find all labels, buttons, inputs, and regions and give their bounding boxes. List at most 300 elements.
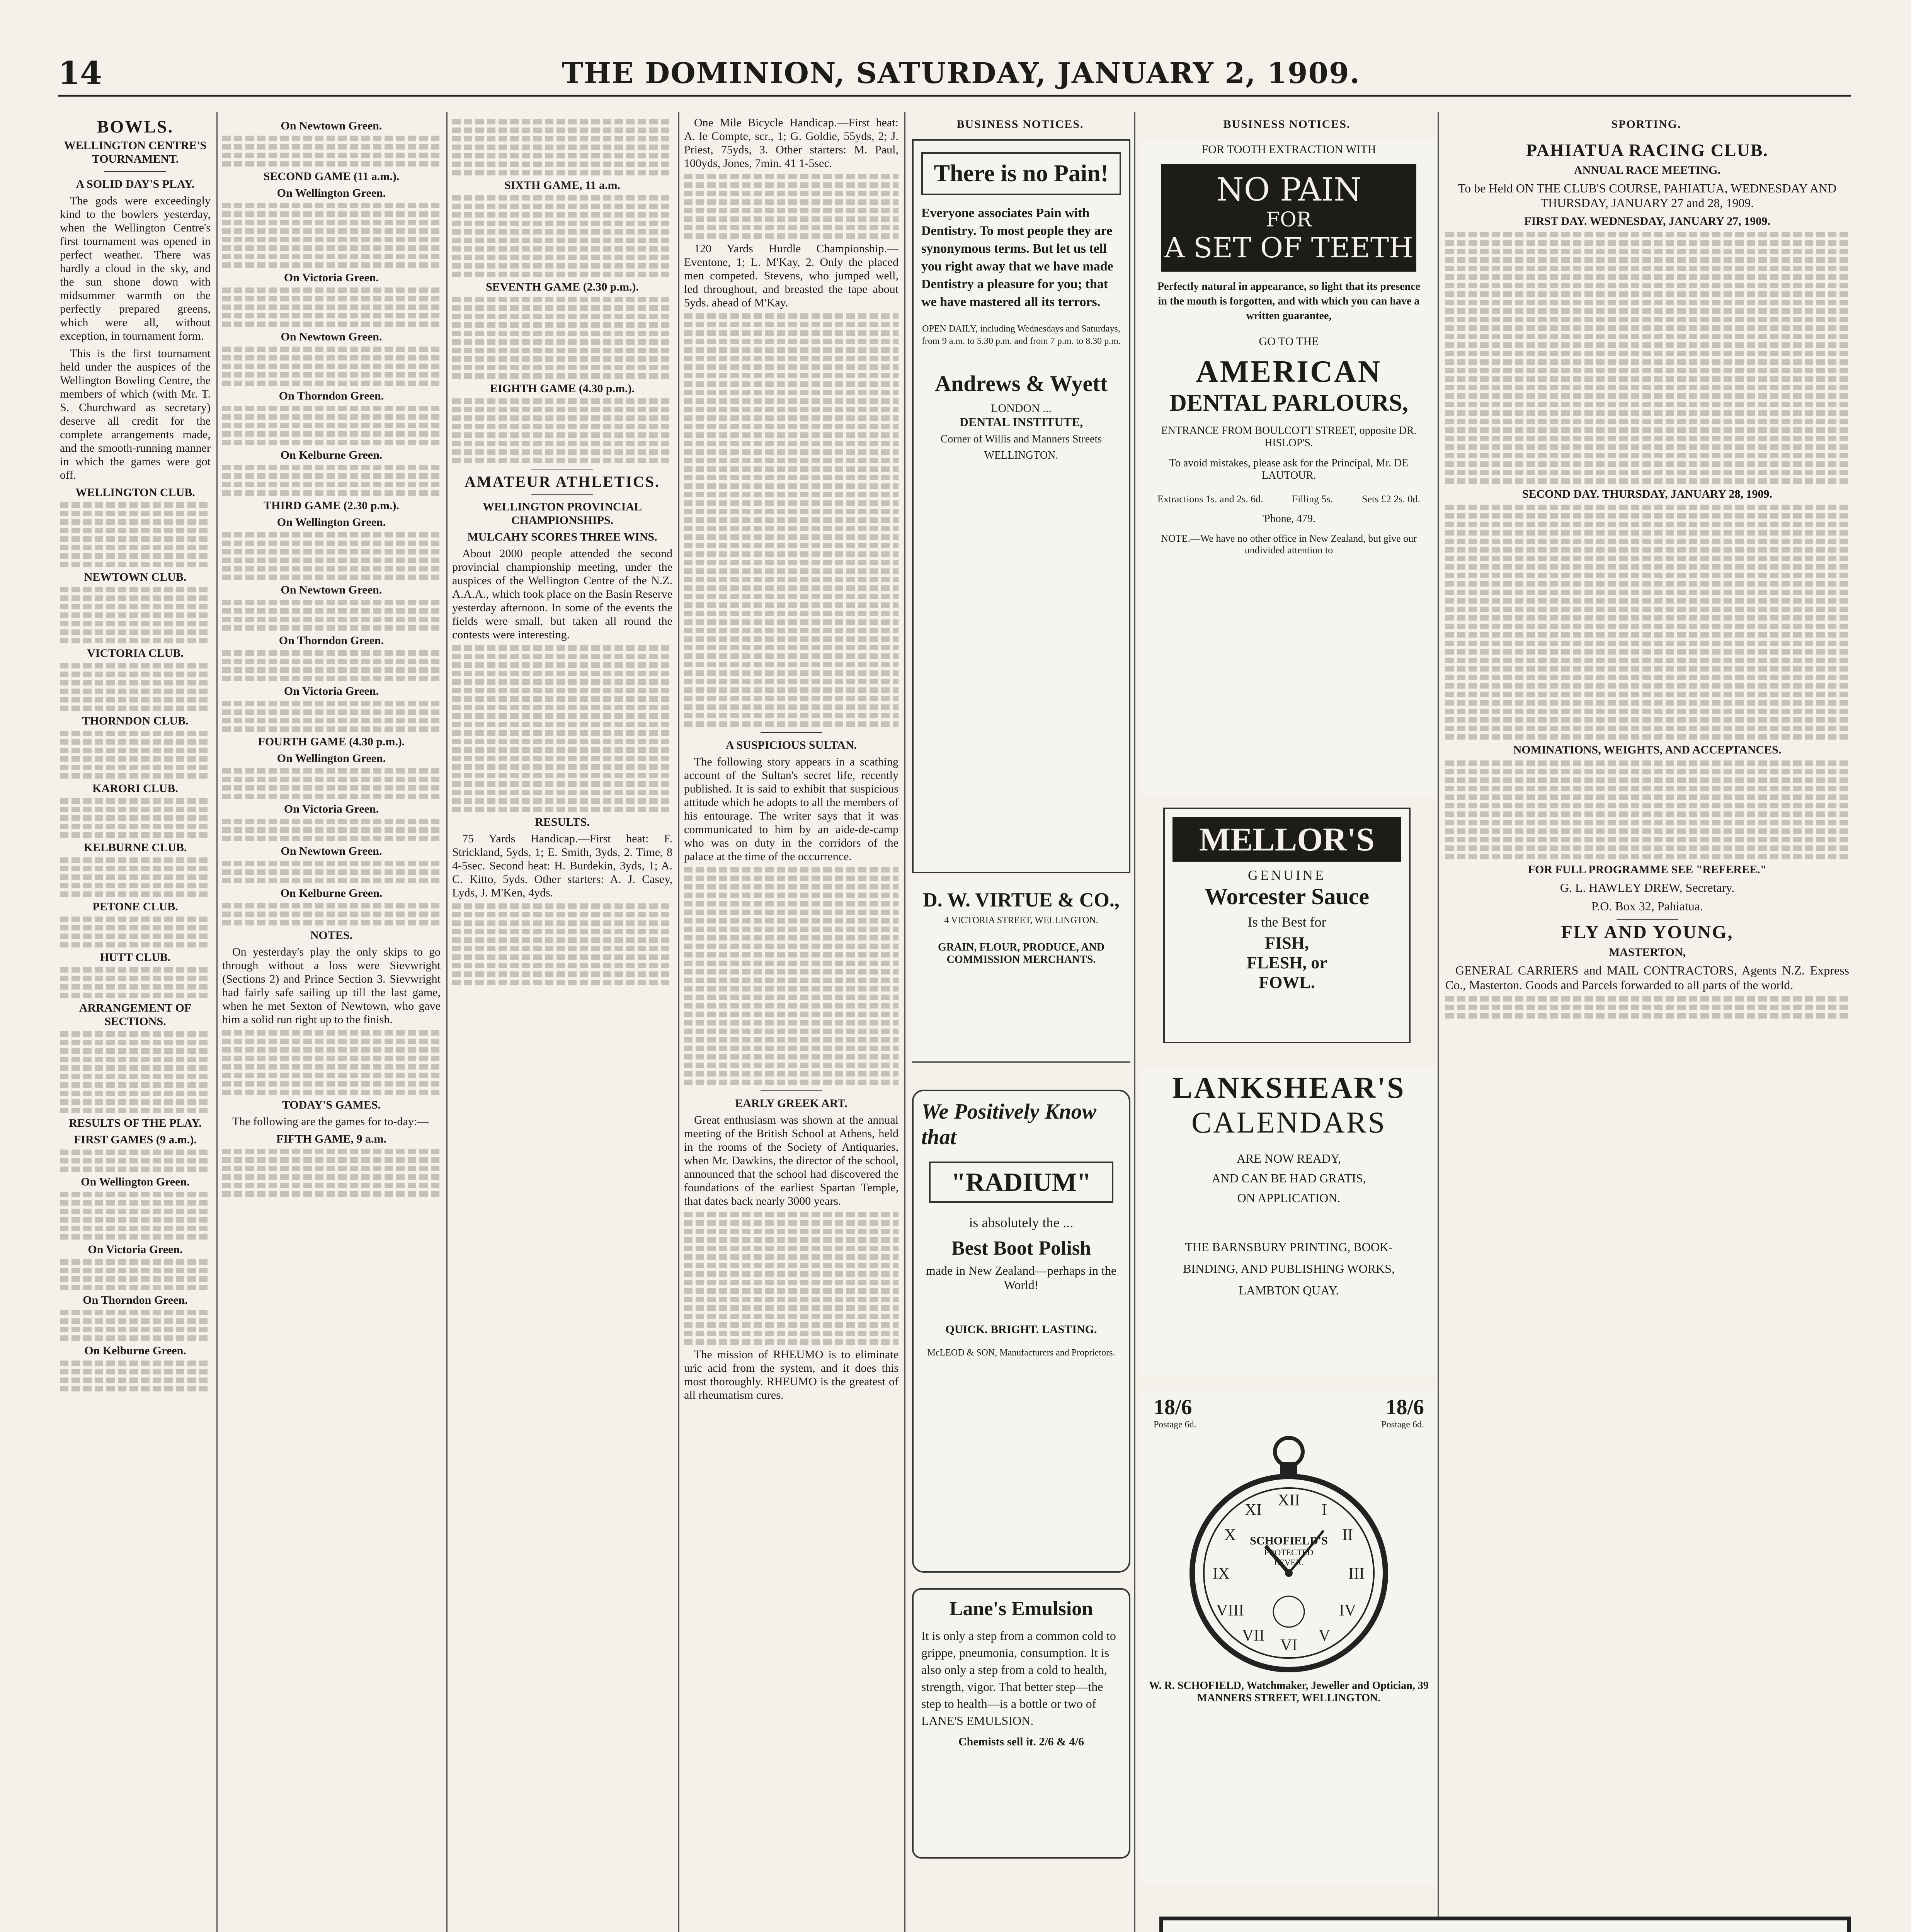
text-lines [684, 1054, 898, 1060]
text-lines [60, 765, 211, 770]
text-lines [1445, 300, 1849, 305]
ad-line: THE BARNSBURY PRINTING, BOOK-BINDING, AND PUBLISHING WORKS, LAMBTON QUAY. [1183, 1240, 1395, 1297]
text-lines [60, 612, 211, 618]
text-lines [222, 161, 441, 167]
section-title: RESULTS OF THE PLAY. [69, 1117, 202, 1129]
signature: G. L. HAWLEY DREW, Secretary. [1560, 881, 1735, 895]
text-lines [222, 144, 441, 150]
text-lines [452, 297, 672, 302]
text-lines [452, 722, 672, 727]
text-lines [684, 876, 898, 881]
section-label: SPORTING. [1611, 118, 1681, 131]
green-heading: On Kelburne Green. [280, 887, 383, 900]
text-lines [1445, 675, 1849, 680]
text-lines [452, 946, 672, 951]
text-lines [222, 347, 441, 352]
text-lines [452, 221, 672, 226]
text-lines [222, 768, 441, 774]
club-heading: HUTT CLUB. [100, 951, 171, 964]
price-row [1146, 1395, 1432, 1420]
text-lines [222, 625, 441, 631]
text-lines [222, 836, 441, 841]
text-lines [684, 1063, 898, 1068]
text-lines [452, 305, 672, 311]
text-lines [684, 1280, 898, 1285]
green-heading: On Newtown Green. [281, 119, 382, 132]
text-lines [684, 390, 898, 395]
article-paragraph: Great enthusiasm was shown at the annual meeting of the British School at Athens, held in the rooms of the Society of Antiquaries, when Mr. Dawkins, the director of the school, announced that the school had discovered the foundations of the earliest Spartan Temple, that dates back nearly 3000 years. [684, 1114, 898, 1208]
text-lines [684, 1254, 898, 1260]
ad-watch [1142, 1391, 1436, 1886]
text-lines [1445, 683, 1849, 689]
text-lines [60, 519, 211, 525]
text-lines [1445, 734, 1849, 740]
text-lines [222, 1090, 441, 1095]
text-lines [60, 1108, 211, 1113]
text-lines [1445, 573, 1849, 578]
column-rule [446, 112, 448, 1932]
text-lines [222, 490, 441, 496]
article-paragraph: This is the first tournament held under the auspices of the Wellington Bowling Centre, the members of which (with Mr. T. S. Churchward as secretary) deserve all credit for the complete arrangements made, and the smooth-running manner in which the games were got off. [60, 347, 211, 481]
text-lines [60, 604, 211, 609]
text-lines [1445, 811, 1849, 817]
text-lines [1445, 632, 1849, 638]
green-heading: On Victoria Green. [284, 685, 379, 697]
numeral: II [1342, 1526, 1353, 1544]
text-lines [452, 937, 672, 943]
text-lines [60, 925, 211, 930]
ad-lankshear [1142, 1066, 1436, 1376]
text-lines [452, 730, 672, 736]
text-lines [1445, 257, 1849, 263]
numeral: V [1318, 1627, 1331, 1645]
text-lines [60, 1082, 211, 1088]
column-rule [216, 112, 218, 1932]
club-heading: NEWTOWN CLUB. [84, 571, 187, 583]
text-lines [684, 721, 898, 727]
green-heading: On Newtown Green. [281, 583, 382, 596]
text-lines [452, 971, 672, 977]
text-lines [60, 1099, 211, 1105]
text-lines [1445, 820, 1849, 825]
text-lines [452, 398, 672, 404]
text-lines [222, 659, 441, 664]
text-lines [222, 1149, 441, 1154]
page-title: THE DOMINION, SATURDAY, JANUARY 2, 1909. [562, 57, 1361, 90]
ad-line: GRAIN, FLOUR, PRODUCE, AND COMMISSION MERCHANTS. [938, 941, 1104, 966]
text-lines [222, 211, 441, 217]
green-heading: On Thorndon Green. [279, 634, 384, 647]
text-lines [60, 1040, 211, 1045]
text-lines [684, 1288, 898, 1294]
text-lines [1445, 232, 1849, 237]
text-lines [452, 929, 672, 934]
text-lines [684, 867, 898, 872]
text-lines [684, 407, 898, 412]
numeral: XII [1277, 1492, 1300, 1509]
text-lines [60, 1167, 211, 1172]
text-lines [60, 1091, 211, 1096]
ad-price: Chemists sell it. 2/6 & 4/6 [958, 1735, 1084, 1748]
text-lines [1445, 760, 1849, 766]
text-lines [60, 739, 211, 745]
text-lines [60, 1335, 211, 1341]
column-rule [1438, 112, 1439, 1932]
day-heading: FIRST DAY. WEDNESDAY, JANUARY 27, 1909. [1524, 215, 1770, 228]
text-lines [684, 1246, 898, 1251]
text-lines [684, 517, 898, 523]
column-rule [1134, 112, 1135, 1932]
text-lines [684, 182, 898, 188]
text-lines [684, 645, 898, 650]
watch-sub: LEVER. [1274, 1558, 1304, 1567]
text-lines [684, 208, 898, 213]
text-lines [452, 798, 672, 804]
text-lines [60, 663, 211, 668]
text-lines [60, 528, 211, 533]
text-lines [222, 254, 441, 259]
text-lines [222, 827, 441, 833]
ad-banner [1161, 164, 1416, 272]
text-lines [222, 785, 441, 791]
text-lines [222, 296, 441, 301]
ad-line: DENTAL INSTITUTE, [959, 415, 1083, 429]
divider [104, 171, 166, 172]
text-lines [60, 891, 211, 897]
text-lines [222, 414, 441, 420]
text-lines [1445, 291, 1849, 297]
text-lines [60, 1268, 211, 1273]
section-subheading: MULCAHY SCORES THREE WINS. [467, 531, 657, 543]
text-lines [684, 969, 898, 975]
text-lines [60, 536, 211, 542]
section-heading: PAHIATUA RACING CLUB. [1526, 140, 1768, 160]
text-lines [60, 832, 211, 838]
text-lines [452, 195, 672, 201]
text-lines [60, 1065, 211, 1071]
text-lines [60, 1158, 211, 1163]
text-lines [684, 330, 898, 336]
text-lines [60, 756, 211, 762]
text-lines [1445, 1005, 1849, 1010]
text-lines [222, 1064, 441, 1070]
text-lines [1445, 777, 1849, 783]
text-lines [452, 246, 672, 252]
text-lines [452, 365, 672, 370]
ad-body: It is only a step from a common cold to grippe, pneumonia, consumption. It is also only a step from a cold to health, strength, vigor. That better step—the step to health—is a bottle or two of LANE'S EMULSION. [921, 1629, 1116, 1728]
text-lines [60, 595, 211, 601]
text-lines [60, 917, 211, 922]
column-bowls-results [222, 116, 441, 1932]
green-heading: On Wellington Green. [81, 1175, 190, 1188]
ad-line: WELLINGTON. [984, 449, 1058, 461]
text-lines [684, 1229, 898, 1234]
text-lines [222, 237, 441, 242]
text-lines [452, 272, 672, 277]
text-lines [684, 458, 898, 463]
text-lines [684, 415, 898, 421]
ad-line: AND CAN BE HAD GRATIS, [1212, 1171, 1366, 1185]
text-lines [684, 174, 898, 179]
text-lines [684, 893, 898, 898]
text-lines [452, 781, 672, 787]
text-lines [1445, 666, 1849, 672]
ad-line: made in New Zealand—perhaps in the World! [926, 1264, 1117, 1292]
text-lines [684, 1080, 898, 1085]
game-heading: SECOND GAME (11 a.m.). [263, 170, 400, 183]
green-heading: On Kelburne Green. [280, 449, 383, 461]
text-lines [452, 432, 672, 438]
text-lines [684, 901, 898, 906]
text-lines [60, 1369, 211, 1374]
text-lines [684, 534, 898, 540]
watch-price: 18/6 [1385, 1395, 1424, 1419]
ad-brand: "RADIUM" [929, 1162, 1113, 1203]
text-lines [684, 577, 898, 582]
ad-brand: MELLOR'S [1172, 817, 1401, 862]
text-lines [452, 756, 672, 761]
text-lines [60, 1192, 211, 1197]
ad-line: FLESH, or [1247, 953, 1327, 972]
text-lines [1445, 726, 1849, 731]
text-lines [684, 373, 898, 378]
text-lines [222, 1056, 441, 1061]
text-lines [1445, 334, 1849, 339]
text-lines [1445, 709, 1849, 714]
ad-brand: LANKSHEAR'S [1172, 1071, 1406, 1104]
watch-sub: PROTECTED [1264, 1548, 1314, 1557]
text-lines [452, 449, 672, 455]
text-lines [60, 883, 211, 888]
text-lines [1445, 996, 1849, 1002]
text-lines [222, 245, 441, 251]
text-lines [222, 819, 441, 824]
text-lines [1445, 342, 1849, 348]
numeral: XI [1244, 1501, 1262, 1519]
text-lines [684, 619, 898, 625]
ad-line: GO TO THE [1259, 335, 1319, 348]
ad-body: Perfectly natural in appearance, so light that its presence in the mouth is forgotten, and with which you can have a written guarantee, [1157, 281, 1420, 322]
text-lines [60, 1074, 211, 1079]
text-lines [60, 1259, 211, 1265]
text-lines [222, 304, 441, 310]
text-lines [222, 440, 441, 445]
column-rule [904, 112, 905, 1932]
postage-note: Postage 6d. [1381, 1420, 1424, 1430]
text-lines [60, 502, 211, 508]
game-heading: SEVENTH GAME (2.30 p.m.). [486, 281, 639, 293]
section-heading: AMATEUR ATHLETICS. [465, 473, 660, 490]
text-lines [222, 220, 441, 225]
text-lines [452, 348, 672, 353]
column-athletics [452, 116, 672, 1932]
text-lines [684, 432, 898, 438]
text-lines [222, 1081, 441, 1087]
ad-line: 'Phone, 479. [1262, 513, 1316, 525]
text-lines [222, 701, 441, 706]
text-lines [60, 689, 211, 694]
text-lines [60, 807, 211, 812]
ad-mellors [1163, 808, 1411, 1043]
text-lines [222, 617, 441, 622]
ad-banner-line: A SET OF TEETH [1164, 231, 1413, 264]
article-paragraph: 120 Yards Hurdle Championship.—Eventone, 1; L. M'Kay, 2. Only the placed men competed. Stevens, who jumped well, led throughout, and breasted the tape about 5yds. ahead of M'Kay. [684, 242, 898, 309]
numeral: IV [1339, 1602, 1356, 1619]
text-lines [222, 364, 441, 369]
watch-brand: SCHOFIELD'S [1250, 1534, 1328, 1547]
section-label: BUSINESS NOTICES. [956, 118, 1084, 131]
club-heading: KELBURNE CLUB. [83, 841, 187, 854]
price-item: Extractions 1s. and 2s. 6d. [1157, 493, 1263, 505]
green-heading: On Wellington Green. [277, 187, 386, 199]
text-lines [452, 356, 672, 362]
text-lines [222, 153, 441, 158]
text-lines [684, 696, 898, 701]
text-lines [452, 903, 672, 909]
text-lines [1445, 436, 1849, 441]
text-lines [684, 568, 898, 574]
text-lines [684, 364, 898, 370]
ad-radium [912, 1090, 1130, 1573]
article-paragraph: The following are the games for to-day:— [232, 1115, 429, 1128]
text-lines [60, 1200, 211, 1206]
text-lines [222, 709, 441, 715]
text-lines [60, 857, 211, 863]
price-item: Sets £2 2s. 0d. [1362, 493, 1420, 505]
article-paragraph: One Mile Bicycle Handicap.—First heat: A. le Compte, scr., 1; G. Goldie, 55yds, 2; J. Priest, 75yds, 3. Other starters: M. Paul, 100yds, Jones, 7min. 41 1-5sec. [684, 116, 898, 170]
article-paragraph: To be Held ON THE CLUB'S COURSE, PAHIATUA, WEDNESDAY AND THURSDAY, JANUARY 27 and 28, 1909. [1458, 181, 1837, 210]
text-lines [60, 874, 211, 880]
ad-dental [1142, 139, 1436, 796]
ad-brand: Lane's Emulsion [949, 1598, 1093, 1620]
text-lines [1445, 522, 1849, 527]
text-lines [1445, 368, 1849, 373]
watch-bow [1275, 1438, 1303, 1466]
text-lines [1445, 376, 1849, 382]
section-heading: EARLY GREEK ART. [735, 1097, 847, 1110]
text-lines [452, 204, 672, 209]
text-lines [452, 407, 672, 412]
text-lines [452, 128, 672, 133]
text-lines [222, 667, 441, 673]
text-lines [684, 1220, 898, 1226]
text-lines [452, 705, 672, 710]
ad-line: To avoid mistakes, please ask for the Principal, Mr. DE LAUTOUR. [1169, 457, 1409, 481]
text-lines [684, 347, 898, 353]
text-lines [684, 636, 898, 642]
text-lines [60, 1150, 211, 1155]
text-lines [1445, 769, 1849, 774]
numeral: X [1224, 1526, 1236, 1544]
ad-banner-line: NO PAIN [1216, 172, 1362, 208]
text-lines [222, 726, 441, 732]
text-lines [1445, 717, 1849, 723]
ad-no-pain [912, 139, 1130, 873]
day-heading: SECOND DAY. THURSDAY, JANUARY 28, 1909. [1522, 488, 1773, 500]
text-lines [1445, 453, 1849, 458]
text-lines [1445, 692, 1849, 697]
text-lines [452, 671, 672, 676]
text-lines [222, 1157, 441, 1163]
text-lines [684, 322, 898, 327]
text-lines [222, 287, 441, 293]
text-lines [684, 441, 898, 446]
text-lines [222, 920, 441, 925]
text-lines [222, 532, 441, 537]
text-lines [1445, 547, 1849, 553]
text-lines [452, 322, 672, 328]
text-lines [222, 1073, 441, 1078]
text-lines [684, 398, 898, 404]
green-heading: On Wellington Green. [277, 516, 386, 529]
numeral: VI [1280, 1636, 1298, 1654]
text-lines [60, 621, 211, 626]
section-subheading: FOR FULL PROGRAMME SEE "REFEREE." [1528, 863, 1767, 876]
text-lines [452, 263, 672, 269]
text-lines [684, 1071, 898, 1077]
text-lines [1445, 402, 1849, 407]
ad-line: LONDON ... [991, 402, 1052, 415]
text-lines [222, 541, 441, 546]
text-lines [452, 764, 672, 770]
ad-title: There is no Pain! [921, 152, 1121, 195]
masthead [58, 52, 1851, 97]
ad-line: Is the Best for [1247, 914, 1326, 930]
club-heading: THORNDON CLUB. [82, 714, 189, 727]
text-lines [1445, 786, 1849, 791]
text-lines [60, 773, 211, 779]
text-lines [1445, 249, 1849, 254]
text-lines [222, 566, 441, 571]
text-lines [1445, 385, 1849, 390]
text-lines [60, 866, 211, 871]
text-lines [1445, 444, 1849, 450]
text-lines [1445, 351, 1849, 356]
text-lines [1445, 845, 1849, 851]
text-lines [222, 878, 441, 883]
text-lines [60, 562, 211, 567]
ad-virtue [912, 881, 1130, 1063]
text-lines [60, 1361, 211, 1366]
text-lines [684, 356, 898, 361]
text-lines [60, 934, 211, 939]
section-subheading: WELLINGTON CENTRE'S TOURNAMENT. [64, 139, 207, 165]
text-lines [222, 549, 441, 554]
text-lines [684, 662, 898, 667]
hand-pivot [1285, 1569, 1293, 1577]
text-lines [684, 1305, 898, 1311]
section-heading: A SUSPICIOUS SULTAN. [725, 739, 857, 752]
text-lines [1445, 530, 1849, 536]
green-heading: On Victoria Green. [88, 1243, 183, 1256]
text-lines [684, 1297, 898, 1302]
numeral: VIII [1216, 1602, 1244, 1619]
postage-note: Postage 6d. [1154, 1420, 1196, 1430]
text-lines [452, 424, 672, 429]
address: P.O. Box 32, Pahiatua. [1591, 899, 1703, 913]
text-lines [1445, 470, 1849, 475]
ad-line: FISH, [1265, 934, 1309, 952]
section-title: TODAY'S GAMES. [282, 1099, 381, 1111]
text-lines [222, 676, 441, 681]
text-lines [222, 423, 441, 428]
green-heading: On Thorndon Green. [279, 389, 384, 402]
text-lines [60, 1217, 211, 1223]
ad-brand: DENTAL PARLOURS, [1169, 390, 1408, 416]
text-lines [452, 713, 672, 719]
text-lines [222, 473, 441, 479]
text-lines [60, 1048, 211, 1054]
